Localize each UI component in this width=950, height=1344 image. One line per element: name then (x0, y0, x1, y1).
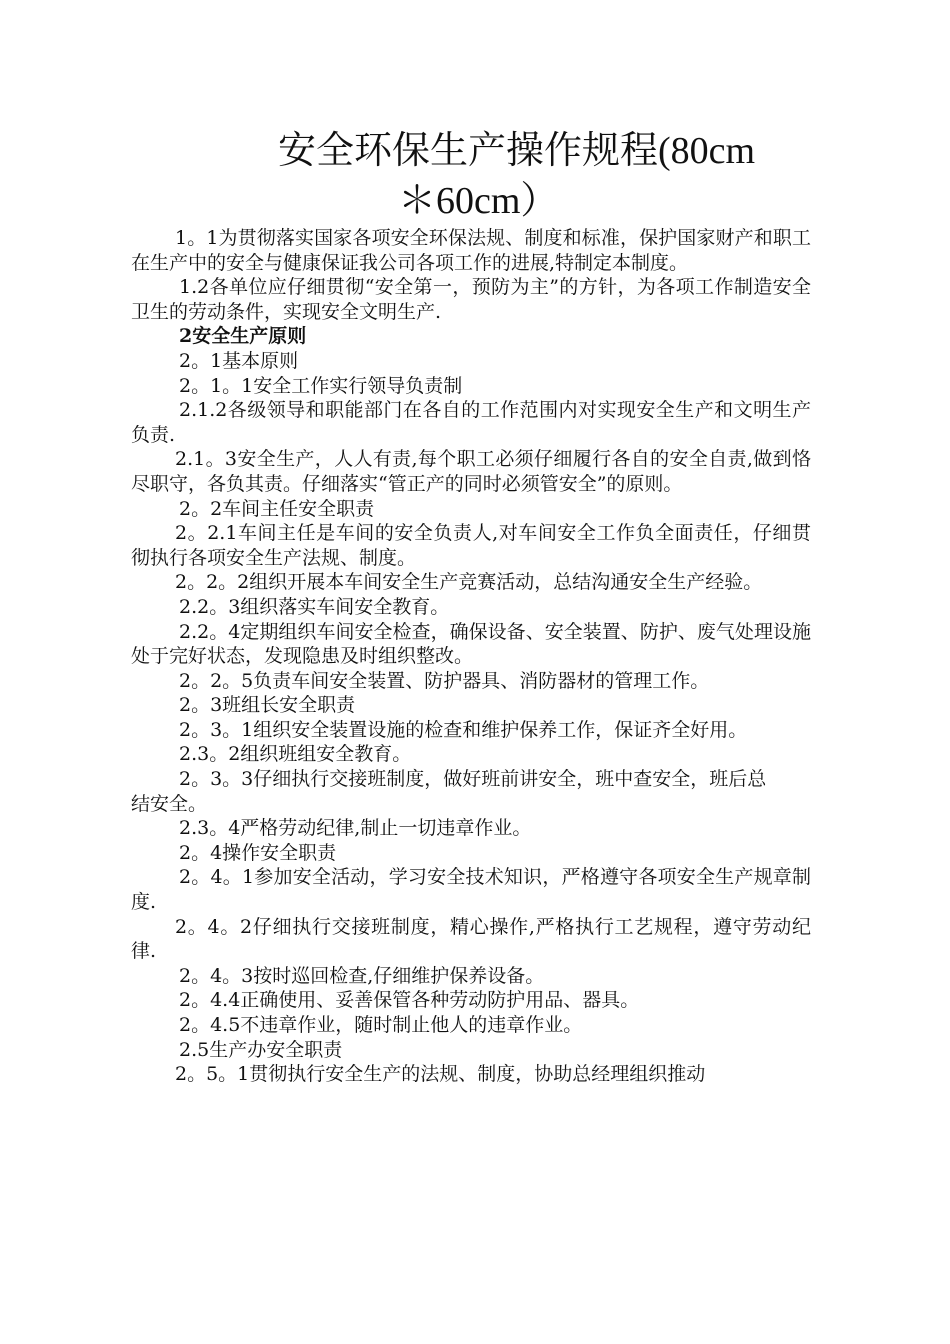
subsection-heading-2-5: 2.5生产办安全职责 (179, 1038, 343, 1061)
paragraph-2-4-3: 2。4。3按时巡回检查,仔细维护保养设备。 (179, 964, 545, 987)
section-heading-2: 2安全生产原则 (179, 325, 307, 348)
paragraph-2-2-5: 2。2。5负责车间安全装置、防护器具、消防器材的管理工作。 (179, 669, 710, 692)
paragraph-2-3-4: 2.3。4严格劳动纪律,制止一切违章作业。 (179, 817, 532, 840)
paragraph-2-1-3: 2.1。3安全生产，人人有责,每个职工必须仔细履行各自的安全自责,做到恪尽职守，各负其责。仔细落实“管正产的同时必须管安全”的原则。 (131, 448, 811, 495)
paragraph-2-4-1: 2。4。1参加安全活动，学习安全技术知识，严格遵守各项安全生产规章制度. (131, 866, 811, 914)
paragraph-2-1-2: 2.1.2各级领导和职能部门在各自的工作范围内对实现安全生产和文明生产负责. (131, 399, 811, 446)
subsection-heading-2-3: 2。3班组长安全职责 (179, 694, 356, 717)
paragraph-2-3-1: 2。3。1组织安全装置设施的检查和维护保养工作，保证齐全好用。 (179, 718, 748, 741)
paragraph-2-1-1: 2。1。1安全工作实行领导负责制 (179, 374, 463, 397)
paragraph-2-2-1: 2。2.1车间主任是车间的安全负责人,对车间安全工作负全面责任，仔细贯彻执行各项安全生产法规、制度。 (131, 522, 811, 569)
paragraph-2-3-2: 2.3。2组织班组安全教育。 (179, 743, 412, 766)
subsection-heading-2-2: 2。2车间主任安全职责 (179, 497, 375, 520)
subsection-heading-2-1: 2。1基本原则 (179, 349, 299, 372)
paragraph-2-4-2: 2。4。2仔细执行交接班制度，精心操作,严格执行工艺规程，遵守劳动纪律. (131, 915, 811, 963)
paragraph-1-1: 1。1为贯彻落实国家各项安全环保法规、制度和标准，保护国家财产和职工在生产中的安全与健康保证我公司各项工作的进展,特制定本制度。 (131, 227, 811, 274)
subsection-heading-2-4: 2。4操作安全职责 (179, 841, 337, 864)
paragraph-2-4-5: 2。4.5不违章作业，随时制止他人的违章作业。 (179, 1014, 583, 1036)
paragraph-2-3-3-continued: 结安全。 (131, 792, 208, 815)
paragraph-2-2-2: 2。2。2组织开展本车间安全生产竞赛活动，总结沟通安全生产经验。 (175, 571, 763, 594)
paragraph-2-5-1: 2。5。1贯彻执行安全生产的法规、制度，协助总经理组织推动 (175, 1063, 706, 1086)
paragraph-2-4-4: 2。4.4正确使用、妥善保管各种劳动防护用品、器具。 (179, 989, 640, 1012)
document-body (131, 226, 811, 1087)
paragraph-2-2-4: 2.2。4定期组织车间安全检查，确保设备、安全装置、防护、废气处理设施处于完好状态，发现隐患及时组织整改。 (131, 620, 811, 668)
paragraph-2-2-3: 2.2。3组织落实车间安全教育。 (179, 595, 450, 618)
paragraph-1-2: 1.2各单位应仔细贯彻“安全第一，预防为主”的方针，为各项工作制造安全卫生的劳动条件，实现安全文明生产. (131, 276, 811, 323)
paragraph-2-3-3: 2。3。3仔细执行交接班制度，做好班前讲安全，班中查安全，班后总 (179, 768, 767, 791)
document-title-line-1: 安全环保生产操作规程(80cm (278, 130, 756, 172)
document-title-line-2: ＊60cm） (398, 180, 559, 222)
